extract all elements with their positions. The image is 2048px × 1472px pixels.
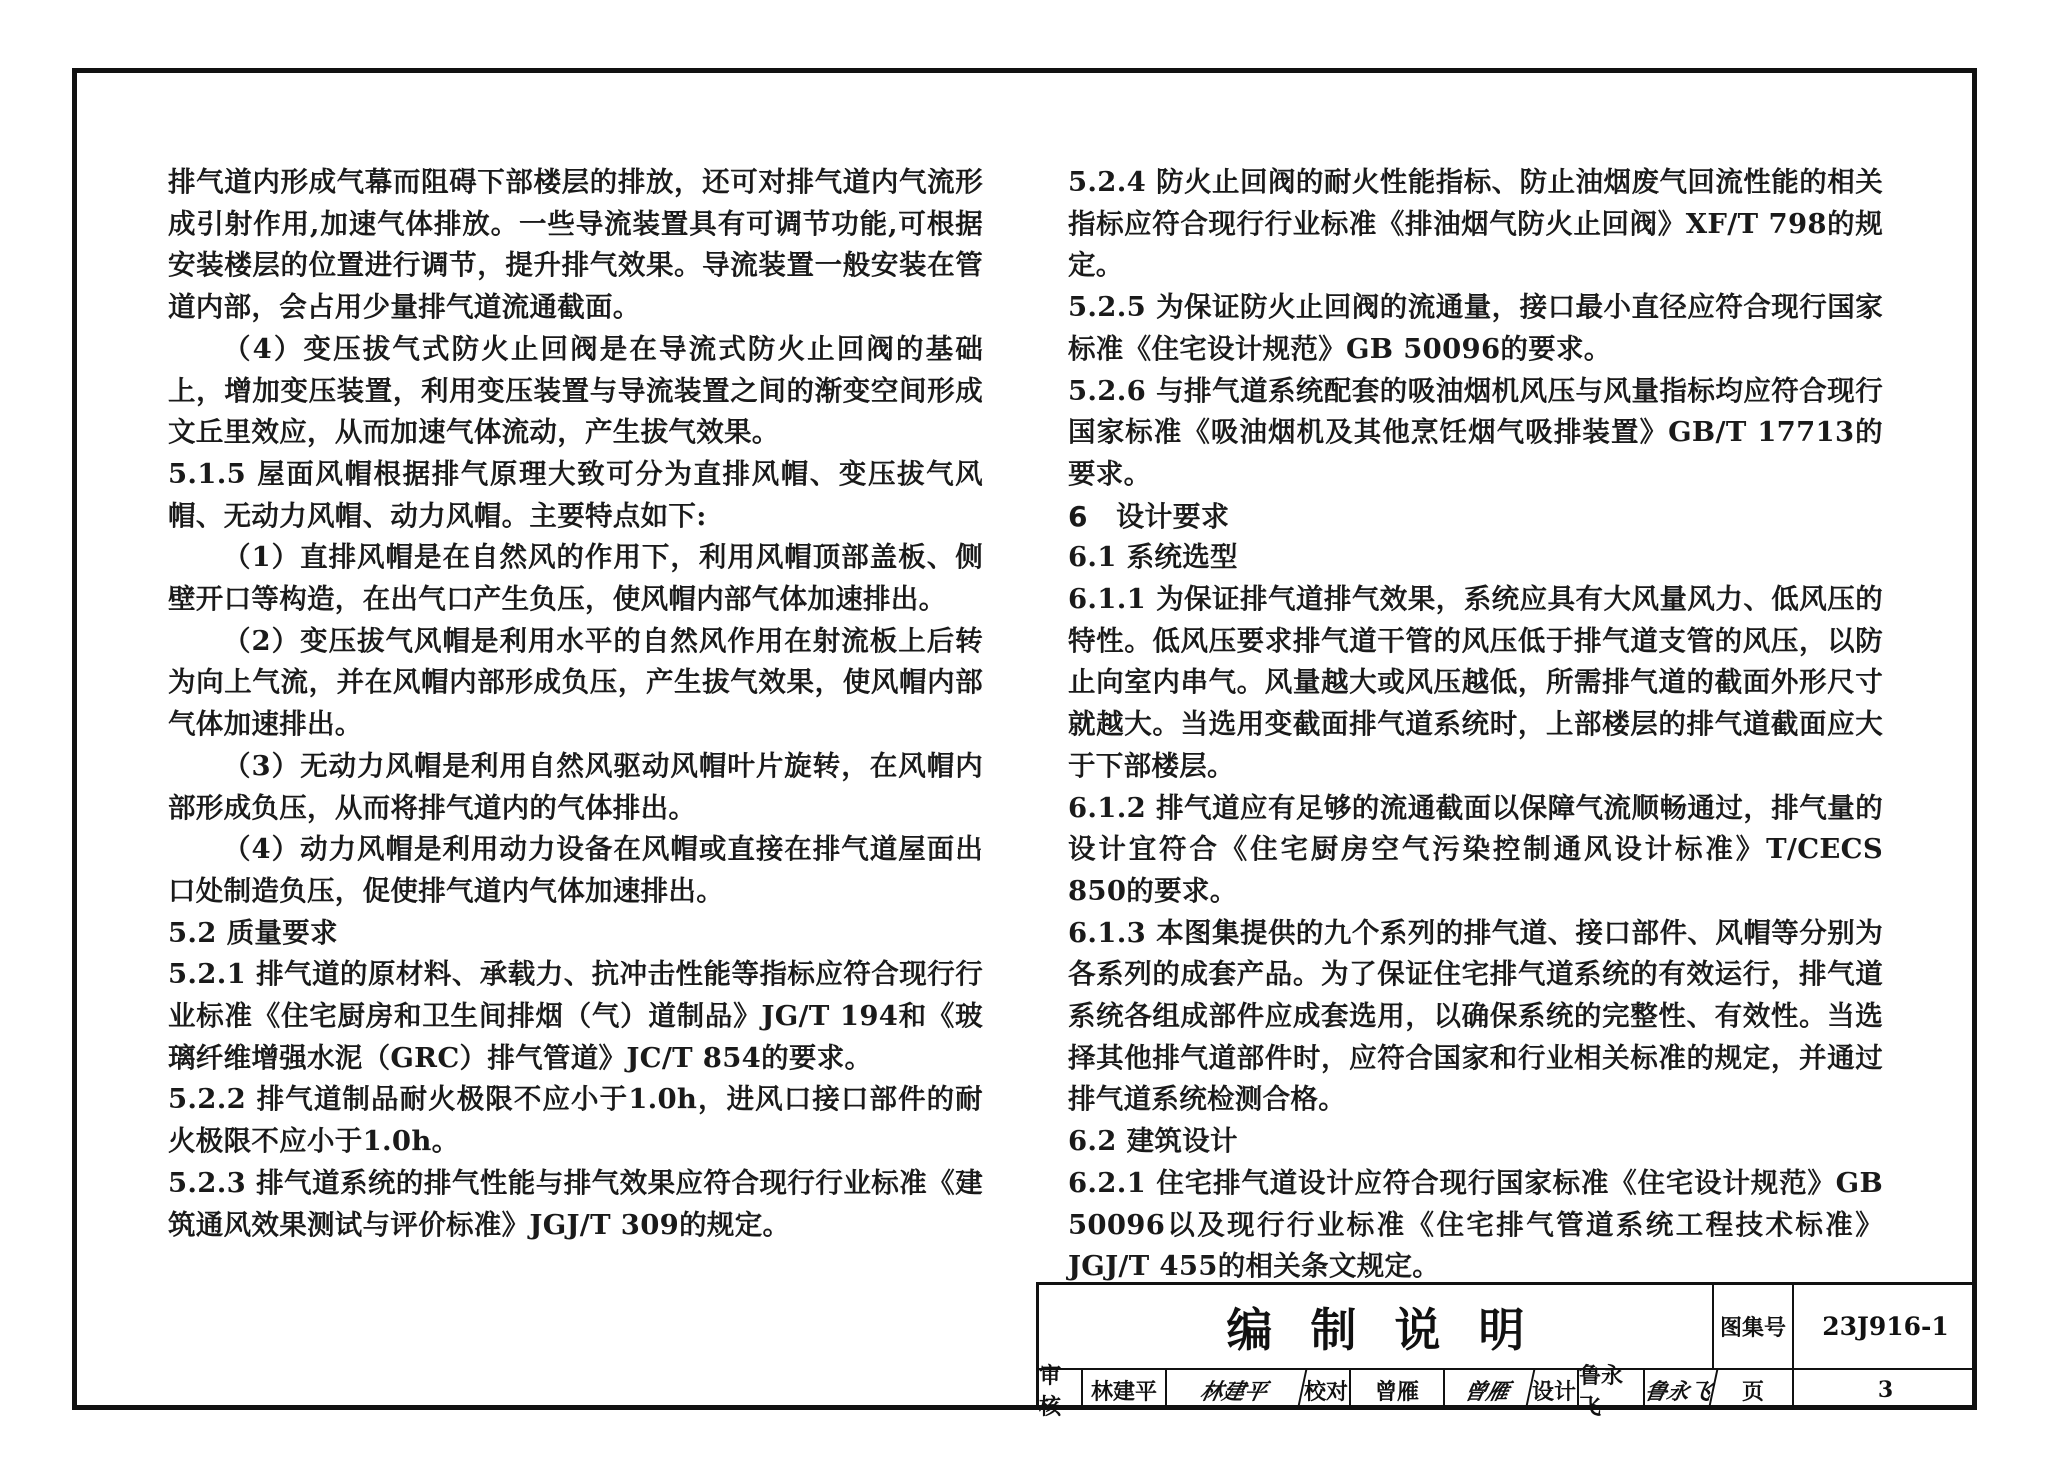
review-label: 审核 [1039, 1370, 1083, 1410]
paragraph: 5.2.2 排气道制品耐火极限不应小于1.0h，进风口接口部件的耐火极限不应小于1.0h。 [168, 1083, 983, 1158]
paragraph: 5.1.5 屋面风帽根据排气原理大致可分为直排风帽、变压拔气风帽、无动力风帽、动力风帽。主要特点如下: [168, 457, 983, 532]
paragraph: 5.2.3 排气道系统的排气性能与排气效果应符合现行行业标准《建筑通风效果测试与评价标准》JGJ/T 309的规定。 [168, 1166, 983, 1241]
paragraph: （4）变压拔气式防火止回阀是在导流式防火止回阀的基础上，增加变压装置，利用变压装置与导流装置之间的渐变空间形成文丘里效应，从而加速气体流动，产生拔气效果。 [168, 332, 983, 449]
page-label: 页 [1714, 1370, 1794, 1410]
atlas-number: 23J916-1 [1794, 1285, 1977, 1370]
paragraph: 5.2.5 为保证防火止回阀的流通量，接口最小直径应符合现行国家标准《住宅设计规范》GB 50096的要求。 [1068, 291, 1883, 365]
section-heading: 6.1 系统选型 [1068, 541, 1238, 574]
paragraph: 6.1.2 排气道应有足够的流通截面以保障气流顺畅通过，排气量的设计宜符合《住宅厨房空气污染控制通风设计标准》T/CECS 850的要求。 [1068, 791, 1883, 907]
paragraph: 5.2.1 排气道的原材料、承载力、抗冲击性能等指标应符合现行行业标准《住宅厨房和卫生间排烟（气）道制品》JG/T 194和《玻璃纤维增强水泥（GRC）排气管道》JC/T 854的要求。 [168, 958, 983, 1074]
designer-signature: 鲁永飞 [1641, 1370, 1719, 1410]
checker-signature: 曾雁 [1441, 1370, 1536, 1410]
page-number: 3 [1877, 1377, 1894, 1403]
paragraph: 排气道内形成气幕而阻碍下部楼层的排放，还可对排气道内气流形成引射作用,加速气体排放。一些导流装置具有可调节功能,可根据安装楼层的位置进行调节，提升排气效果。导流装置一般安装在管道内部，会占用少量排气道流通截面。 [168, 166, 983, 324]
check-label: 校对 [1303, 1370, 1351, 1410]
paragraph: 5.2.4 防火止回阀的耐火性能指标、防止油烟废气回流性能的相关指标应符合现行行业标准《排油烟气防火止回阀》XF/T 798的规定。 [1068, 166, 1883, 282]
section-heading: 6.2 建筑设计 [1068, 1125, 1238, 1158]
paragraph: 6.2.1 住宅排气道设计应符合现行国家标准《住宅设计规范》GB 50096以及现行行业标准《住宅排气管道系统工程技术标准》JGJ/T 455的相关条文规定。 [1068, 1166, 1883, 1283]
reviewer-signature: 林建平 [1163, 1370, 1308, 1410]
title-block [1036, 1282, 1977, 1420]
section-heading: 5.2 质量要求 [168, 916, 338, 949]
paragraph: （4）动力风帽是利用动力设备在风帽或直接在排气道屋面出口处制造负压，促使排气道内气体加速排出。 [168, 833, 983, 907]
paragraph: （1）直排风帽是在自然风的作用下，利用风帽顶部盖板、侧壁开口等构造，在出气口产生负压，使风帽内部气体加速排出。 [168, 541, 983, 616]
left-text-column [168, 162, 983, 1246]
chapter-heading: 6 设计要求 [1068, 499, 1230, 533]
paragraph: （2）变压拔气风帽是利用水平的自然风作用在射流板上后转为向上气流，并在风帽内部形成负压，产生拔气效果，使风帽内部气体加速排出。 [168, 624, 983, 741]
right-text-column [1068, 162, 1883, 1288]
drawing-title: 编制说明 [1039, 1285, 1714, 1370]
designer-name: 鲁永飞 [1579, 1370, 1645, 1410]
paragraph: 6.1.1 为保证排气道排气效果，系统应具有大风量风力、低风压的特性。低风压要求排气道干管的风压低于排气道支管的风压，以防止向室内串气。风量越大或风压越低，所需排气道的截面外形尺寸就越大。当选用变截面排气道系统时，上部楼层的排气道截面应大于下部楼层。 [1068, 583, 1883, 782]
design-label: 设计 [1531, 1370, 1579, 1410]
reviewer-name: 林建平 [1083, 1370, 1167, 1410]
atlas-number-label: 图集号 [1714, 1285, 1794, 1370]
checker-name: 曾雁 [1351, 1370, 1445, 1410]
paragraph: 6.1.3 本图集提供的九个系列的排气道、接口部件、风帽等分别为各系列的成套产品。为了保证住宅排气道系统的有效运行，排气道系统各组成部件应成套选用，以确保系统的完整性、有效性。当选择其他排气道部件时，应符合国家和行业相关标准的规定，并通过排气道系统检测合格。 [1068, 916, 1883, 1116]
paragraph: 5.2.6 与排气道系统配套的吸油烟机风压与风量指标均应符合现行国家标准《吸油烟机及其他烹饪烟气吸排装置》GB/T 17713的要求。 [1068, 374, 1883, 490]
paragraph: （3）无动力风帽是利用自然风驱动风帽叶片旋转，在风帽内部形成负压，从而将排气道内的气体排出。 [168, 749, 983, 824]
